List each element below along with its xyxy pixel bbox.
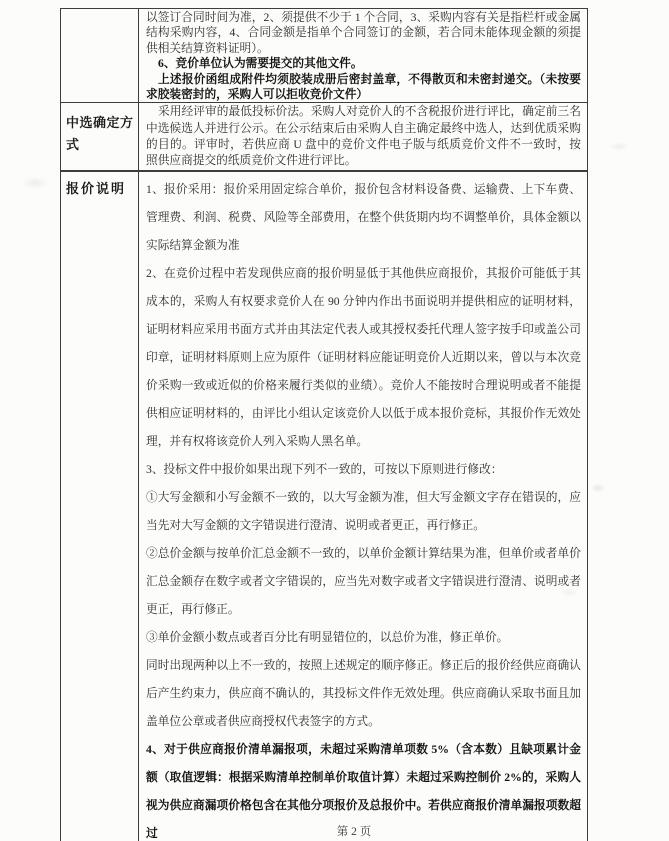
- paragraph: 4、对于供应商报价清单漏报项，未超过采购清单项数 5%（含本数）且缺项累计金额（取值逻辑：根据采购清单控制单价取值计算）未超过采购控制价 2%的，采购人视为供应商漏项价格包含在其他分项报价及总报价中。若供应商报价清单漏报项数超过: [146, 743, 581, 841]
- paragraph: 6、竞价单位认为需要提交的其他文件。: [158, 57, 363, 71]
- row-label-quotation-notes: 报价说明: [61, 171, 139, 841]
- table-row-continuation: [61, 9, 588, 103]
- row-content-selection-method: [139, 103, 588, 172]
- paragraph: ③单价金额小数点或者百分比有明显错位的，以总价为准，修正单价。: [146, 631, 509, 645]
- page-number: 第 2 页: [336, 826, 372, 838]
- paragraph: ①大写金额和小写金额不一致的，以大写金额为准，但大写金额文字存在错误的，应当先对大写金额的文字错误进行澄清、说明或者更正，再行修正。: [146, 491, 581, 533]
- paragraph: 1、报价采用：报价采用固定综合单价，报价包含材料设备费、运输费、上下车费、管理费、利润、税费、风险等全部费用，在整个供货期内均不调整单价，具体金额以实际结算金额为准: [146, 183, 581, 253]
- paragraph: 同时出现两种以上不一致的，按照上述规定的顺序修正。修正后的报价经供应商确认后产生约束力，供应商不确认的，其投标文件作无效处理。供应商确认采取书面且加盖单位公章或者供应商授权代表签字的方式。: [146, 659, 581, 729]
- table-row-quotation-notes: [61, 171, 588, 841]
- row-label-selection-method: 中选确定方式: [61, 103, 139, 172]
- scan-smudge: [608, 142, 630, 151]
- paragraph: 以签订合同时间为准，2、须提供不少于 1 个合同，3、采购内容有关是指栏杆或金属结构采购内容，4、合同金额是指单个合同签订的金额，若合同未能体现金额的须提供相关结算资料证明）。: [146, 11, 581, 55]
- row-content-quotation-notes: [139, 171, 588, 841]
- paragraph: 采用经评审的最低投标价法。采购人对竞价人的不含税报价进行评比，确定前三名中选候选人并进行公示。在公示结束后由采购人自主确定最终中选人，达到优质采购的目的。评审时，若供应商 U 盘中的竞价文件电子版与纸质竞价文件不一致时，按照供应商提交的纸质竞价文件进行评比。: [146, 105, 581, 168]
- paragraph: 上述报价函组成附件均须胶装成册后密封盖章，不得散页和未密封递交。（未按要求胶装密封的，采购人可以拒收竞价文件）: [146, 72, 581, 102]
- paragraph: ②总价金额与按单价汇总金额不一致的，以单价金额计算结果为准，但单价或者单价汇总金额存在数字或者文字错误的，应当先对数字或者文字错误进行澄清、说明或者更正，再行修正。: [146, 547, 581, 617]
- scan-smudge: [22, 176, 48, 190]
- table-row-selection-method: [61, 103, 588, 172]
- paragraph: 3、投标文件中报价如果出现下列不一致的，可按以下原则进行修改：: [146, 463, 503, 477]
- paragraph: 2、在竞价过程中若发现供应商的报价明显低于其他供应商报价，其报价可能低于其成本的，采购人有权要求竞价人在 90 分钟内作出书面说明并提供相应的证明材料，证明材料应采用书面方式并由其法定代表人或其授权委托代理人签字按手印或盖公司印章，证明材料原则上应为原件（证明材料应能证明竞价人近期以来，曾以与本次竞价采购一致或近似的价格来履行类似的业绩）。竞价人不能按时合理说明或者不能提供相应证明材料的，由评比小组认定该竞价人以低于成本报价竞标，其报价作无效处理，并有权将该竞价人列入采购人黑名单。: [146, 267, 581, 449]
- row-label-empty: [61, 9, 139, 103]
- row-content-continuation: [139, 9, 588, 103]
- procurement-terms-table: [60, 8, 588, 841]
- scan-smudge: [590, 483, 606, 493]
